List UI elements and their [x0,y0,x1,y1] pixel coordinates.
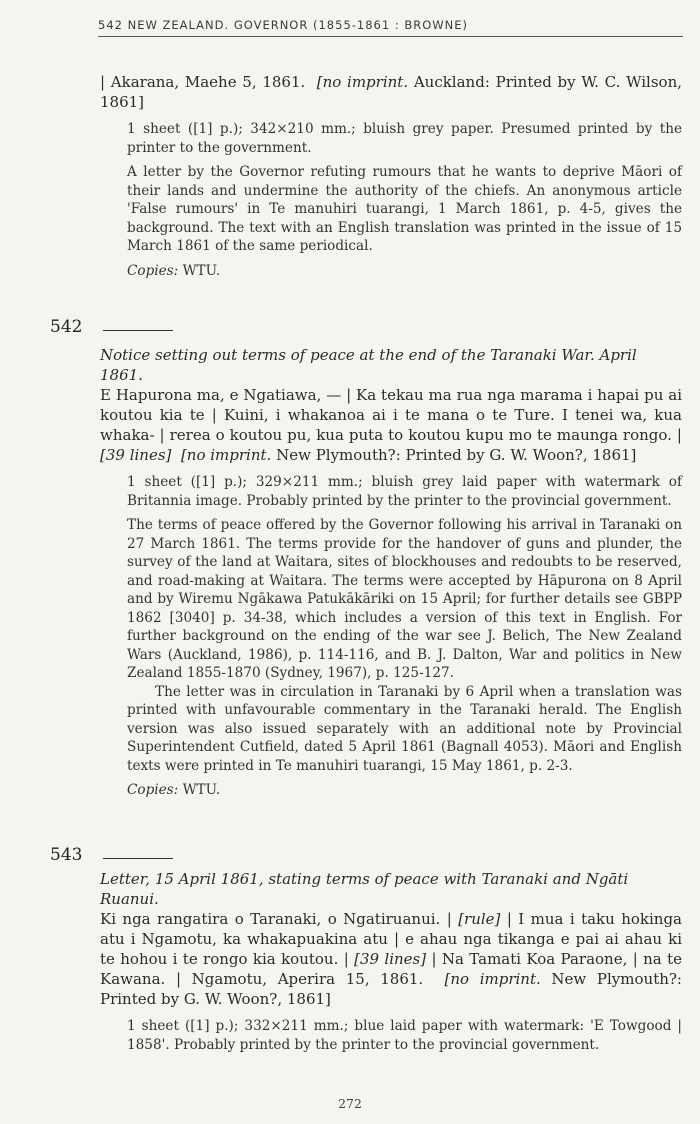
transcription: E Hapurona ma, e Ngatiawa, — | Ka tekau ma rua nga marama i hapai pu ai koutou kia te | Kuini, i whakanoa ai i te mana o te Ture. I tenei wa, kua whaka- | rerea o koutou pu, kua puta to koutou kupu mo te maunga rongo. | [39 lines] [no imprint. New Plymouth?: Printed by G. W. Woon?, 1861] [100,386,682,464]
entry-542 [100,345,682,800]
transcription: Ki nga rangatira o Taranaki, o Ngatiruanui. | [rule] | I mua i taku hokinga atu i Ngamotu, ka whakapuakina atu | e ahau nga tikanga e pai ai ahau ki te hohou i te rongo kia koutou. | [39 lines] | Na Tamati Koa Paraone, | na te Kawana. | Ngamotu, Aperira 15, 1861. [no imprint. New Plymouth?: Printed by G. W. Woon?, 1861] [100,910,682,1008]
entry-title: Letter, 15 April 1861, stating terms of peace with Taranaki and Ngāti Ruanui. [100,870,629,908]
entry-continuation [100,72,682,280]
entry-number: 542 [50,317,83,337]
physical-description: 1 sheet ([1] p.); 342×210 mm.; bluish grey paper. Presumed printed by the printer to the government. [127,121,682,156]
physical-description: 1 sheet ([1] p.); 329×211 mm.; bluish grey laid paper with watermark of Britannia image. Probably printed by the printer to the provincial government. [127,474,682,509]
transcription: | Akarana, Maehe 5, 1861. [no imprint. Auckland: Printed by W. C. Wilson, 1861] [100,73,682,111]
entry-rule [103,330,173,331]
copies: Copies: WTU. [127,262,221,279]
entry-rule [103,858,173,859]
copies: Copies: WTU. [127,782,221,798]
entry-note-2: The letter was in circulation in Taranaki by 6 April when a translation was printed with unfavourable commentary in the Taranaki herald. The English version was also issued separately with an additional note by Provincial Superintendent Cutfield, dated 5 April 1861 (Bagnall 4053). Māori and English texts were printed in Te manuhiri tuarangi, 15 May 1861, p. 2-3. [127,683,682,774]
physical-description: 1 sheet ([1] p.); 332×211 mm.; blue laid paper with watermark: 'E Towgood | 1858'. Probably printed by the printer to the provincial government. [127,1018,682,1053]
entry-note: The terms of peace offered by the Governor following his arrival in Taranaki on 27 March 1861. The terms provide for the handover of guns and plunder, the survey of the land at Waitara, sites of blockhouses and redoubts to be reserved, and road-making at Waitara. The terms were accepted by Hāpurona on 8 April and by Wiremu Ngākawa Patukākāriki on 15 April; for further details see GBPP 1862 [3040] p. 34-38, which includes a version of this text in English. For further background on the ending of the war see J. Belich, The New Zealand Wars (Auckland, 1986), p. 114-116, and B. J. Dalton, War and politics in New Zealand 1855-1870 (Sydney, 1967), p. 125-127. [127,517,682,681]
entry-543 [100,869,682,1054]
entry-note: A letter by the Governor refuting rumours that he wants to deprive Māori of their lands and undermine the authority of the chiefs. An anonymous article 'False rumours' in Te manuhiri tuarangi, 1 March 1861, p. 4-5, gives the background. The text with an English translation was printed in the issue of 15 March 1861 of the same periodical. [127,164,682,254]
entry-title: Notice setting out terms of peace at the end of the Taranaki War. April 1861. [100,346,637,384]
running-head: 542 NEW ZEALAND. GOVERNOR (1855-1861 : BROWNE) [98,18,683,37]
entry-number: 543 [50,845,83,865]
page-number: 272 [338,1096,362,1111]
